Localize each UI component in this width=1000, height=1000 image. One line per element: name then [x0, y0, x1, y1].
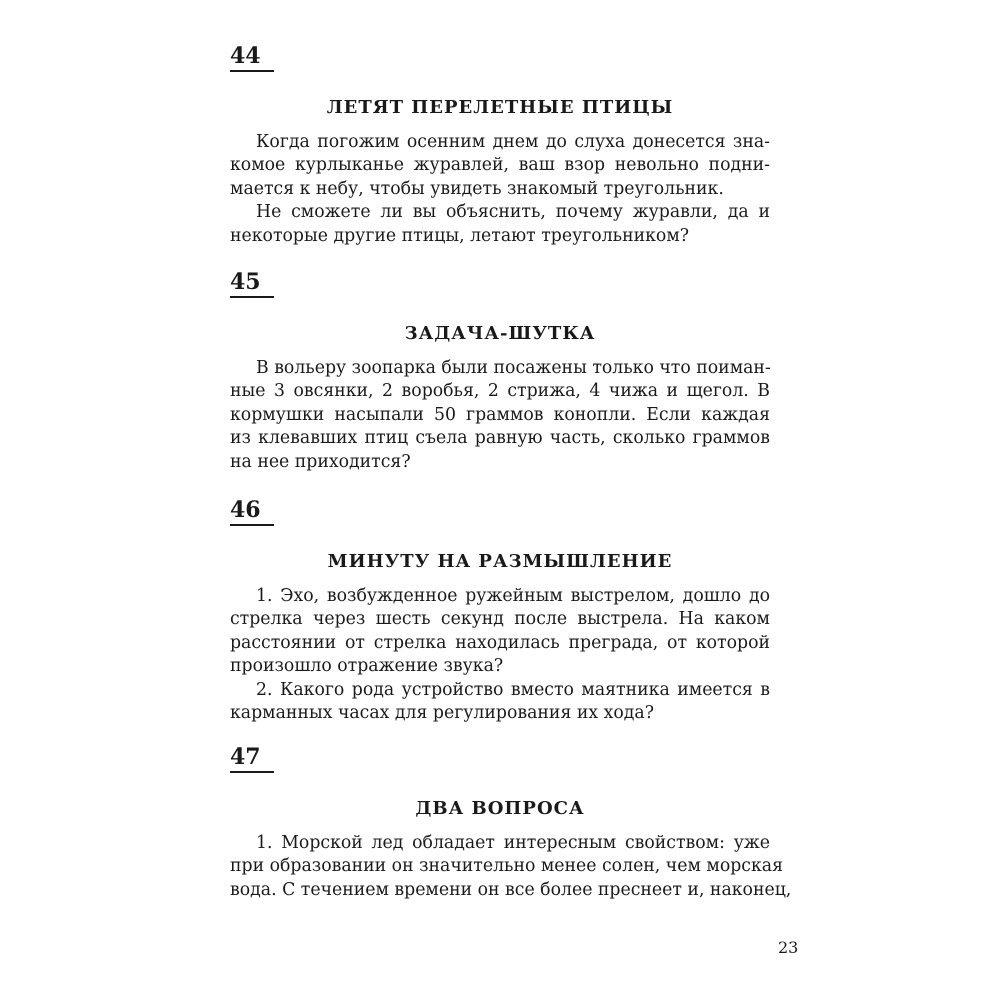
text-line: расстоянии от стрелка находилась преграда, от которой: [230, 632, 770, 653]
text-line: произошло отражение звука?: [230, 656, 504, 677]
problem-text: [230, 357, 770, 474]
text-line: карманных часах для регулирования их хода?: [230, 703, 654, 724]
problem-number-label: 46: [230, 498, 274, 526]
text-line: ные 3 овсянки, 2 воробья, 2 стрижа, 4 чижа и щегол. В: [230, 381, 770, 402]
problem-number-label: 47: [230, 745, 274, 773]
problem-title: ЗАДАЧА-ШУТКА: [404, 323, 596, 344]
text-line: вода. С течением времени он все более преснеет и, наконец,: [230, 879, 792, 900]
text-line: Когда погожим осенним днем до слуха донесется зна-: [256, 132, 770, 152]
text-line: некоторые другие птицы, летают треугольником?: [230, 225, 690, 246]
problem-number: [230, 498, 770, 526]
text-line: 2. Какого рода устройство вместо маятника имеется в: [256, 679, 770, 700]
problem-text: [230, 832, 792, 902]
text-line: при образовании он значительно менее солен, чем морская: [230, 856, 783, 877]
text-line: комое курлыканье журавлей, ваш взор невольно подни-: [230, 155, 770, 176]
text-line: Не сможете ли вы объяснить, почему журавли, да и: [256, 202, 770, 223]
text-line: В вольеру зоопарка были посажены только что поиман-: [256, 358, 771, 378]
text-line: стрелка через шесть секунд после выстрела. На каком: [230, 609, 770, 630]
problem-number-label: 44: [230, 44, 274, 72]
problem-title: ДВА ВОПРОСА: [415, 798, 585, 819]
text-line: на нее приходится?: [230, 451, 411, 472]
problem-title: МИНУТУ НА РАЗМЫШЛЕНИЕ: [327, 551, 673, 572]
text-line: 1. Морской лед обладает интересным свойством: уже: [256, 833, 770, 853]
text-line: мается к небу, чтобы увидеть знакомый треугольник.: [230, 178, 724, 199]
book-page: [230, 0, 799, 1000]
page-number: 23: [778, 938, 799, 957]
problem-number: [230, 270, 770, 298]
problem-number-label: 45: [230, 270, 274, 298]
text-line: 1. Эхо, возбужденное ружейным выстрелом, дошло до: [256, 586, 770, 606]
problem-title: ЛЕТЯТ ПЕРЕЛЕТНЫЕ ПТИЦЫ: [326, 97, 674, 118]
problem-number: [230, 745, 770, 773]
problem-number: [230, 44, 770, 72]
problem-text: [230, 585, 770, 725]
text-line: кормушки насыпали 50 граммов конопли. Если каждая: [230, 404, 770, 425]
text-line: из клевавших птиц съела равную часть, сколько граммов: [230, 428, 770, 449]
problem-text: [230, 131, 770, 248]
